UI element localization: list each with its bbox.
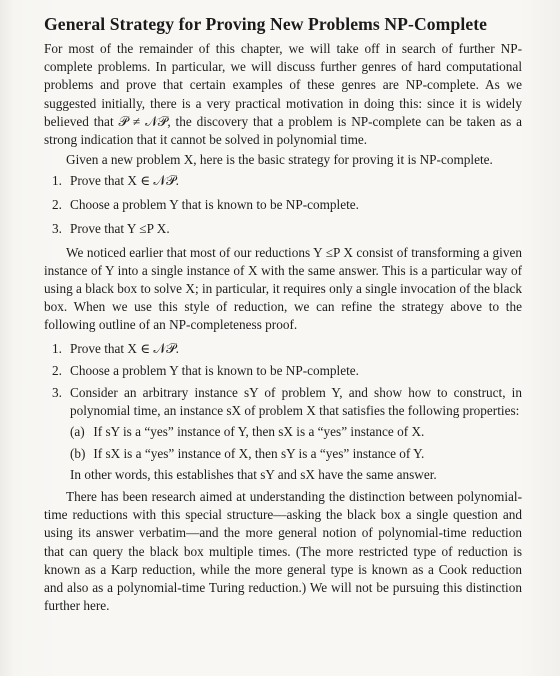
section-heading: General Strategy for Proving New Problems NP-Complete — [44, 14, 488, 34]
sublist-item: (a) If sY is a “yes” instance of Y, then sX is a “yes” instance of X. — [70, 424, 425, 440]
paragraph-intro: For most of the remainder of this chapter, we will take off in search of further NP-complete problems. In particular, we will discuss further genres of hard computational problems and prove that certain examples of these genres are NP-complete. As we suggested initially, there is a very practical motivation in doing this: since it is widely believed that 𝒫 ≠ 𝒩𝒫, the discovery that a problem is NP-complete can be taken as a strong indication that it cannot be solved in polynomial time. — [44, 41, 522, 148]
paragraph-strategy-intro: Given a new problem X, here is the basic strategy for proving it is NP-complete. — [66, 152, 493, 168]
list-item: 3. Consider an arbitrary instance sY of problem Y, and show how to construct, in polynomial time, an instance sX of problem X that satisfies the following properties: (a) If sY is a “yes” instance of Y, then sX is a “yes” instance of X. (b) If sX is a “yes” instance of X, then sY is a “yes” instance of Y. In other words, this establishes that sY and sX have the same answer. — [44, 384, 522, 484]
refined-strategy-list — [44, 340, 522, 484]
properties-sublist — [70, 423, 522, 484]
list-item: 1. Prove that X ∈ 𝒩𝒫. — [52, 340, 179, 356]
paragraph-reductions: We noticed earlier that most of our reductions Y ≤P X consist of transforming a given instance of Y into a single instance of X with the same answer. This is a particular way of using a black box to solve X; in particular, it requires only a single invocation of the black box. When we use this style of reduction, we can refine the strategy above to the following outline of an NP-completeness proof. — [44, 244, 522, 333]
list-item: 2. Choose a problem Y that is known to be NP-complete. — [52, 362, 359, 378]
basic-strategy-list — [44, 172, 522, 238]
list-item: 1. Prove that X ∈ 𝒩𝒫. — [52, 173, 179, 189]
list-item: 3. Prove that Y ≤P X. — [52, 220, 170, 236]
sublist-note: In other words, this establishes that sY and sX have the same answer. — [70, 466, 437, 482]
sublist-item: (b) If sX is a “yes” instance of X, then sY is a “yes” instance of Y. — [70, 445, 425, 461]
paragraph-karp-cook: There has been research aimed at understanding the distinction between polynomial-time reductions with this special structure—asking the black box a single question and using its answer verbatim—and the more general notion of polynomial-time reduction that can query the black box multiple times. (The more restricted type of reduction is known as a Karp reduction, while the more general type is known as a Cook reduction and also as a polynomial-time Turing reduction.) We will not be pursuing this distinction further here. — [44, 488, 522, 614]
list-item: 2. Choose a problem Y that is known to be NP-complete. — [52, 197, 359, 213]
page-content — [44, 14, 522, 615]
